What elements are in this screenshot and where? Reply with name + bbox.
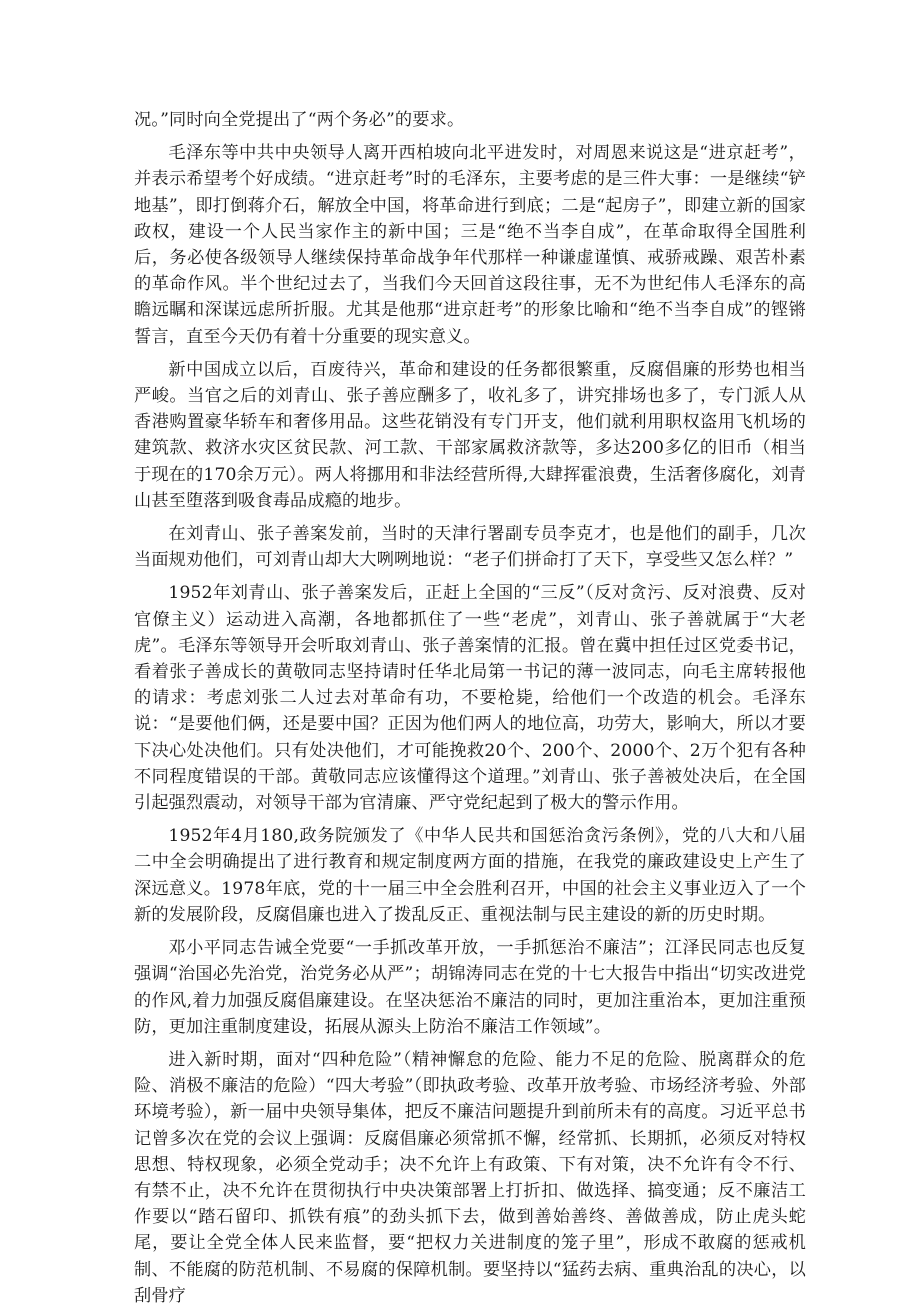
paragraph-jingganka: 毛泽东等中共中央领导人离开西柏坡向北平进发时，对周恩来说这是“进京赶考”，并表示希望考个好成绩。“进京赶考”时的毛泽东，主要考虑的是三件大事：一是继续“铲地基”，即打倒蒋介石，解放全中国，将革命进行到底；二是“起房子”，即建立新的国家政权，建设一个人民当家作主的新中国；三是“绝不当李自成”，在革命取得全国胜利后，务必使各级领导人继续保持革命战争年代那样一种谦虚谨慎、戒骄戒躁、艰苦朴素的革命作风。半个世纪过去了，当我们今天回首这段往事，无不为世纪伟人毛泽东的高瞻远瞩和深谋远虑所折服。尤其是他那“进京赶考”的形象比喻和“绝不当李自成”的铿锵誓言，直至今天仍有着十分重要的现实意义。 bbox=[134, 143, 806, 347]
paragraph-1952-case: 1952年刘青山、张子善案发后，正赶上全国的“三反”（反对贪污、反对浪费、反对官僚主义）运动进入高潮，各地都抓住了一些“老虎”，刘青山、张子善就属于“大老虎”。毛泽东等领导开会听取刘青山、张子善案情的汇报。曾在冀中担任过区党委书记，看着张子善成长的黄敬同志坚持请时任华北局第一书记的薄一波同志，向毛主席转报他的请求：考虑刘张二人过去对革命有功，不要枪毙，给他们一个改造的机会。毛泽东说：“是要他们俩，还是要中国？正因为他们两人的地位高，功劳大，影响大，所以才要下决心处决他们。只有处决他们，才可能挽救20个、200个、2000个、2万个犯有各种不同程度错误的干部。黄敬同志应该懂得这个道理。”刘青山、张子善被处决后，在全国引起强烈震动，对领导干部为官清廉、严守党纪起到了极大的警示作用。 bbox=[134, 583, 806, 814]
paragraph-regulations: 1952年4月180,政务院颁发了《中华人民共和国惩治贪污条例》，党的八大和八届二中全会明确提出了进行教育和规定制度两方面的措施，在我党的廉政建设史上产生了深远意义。1978年底，党的十一届三中全会胜利召开，中国的社会主义事业迈入了一个新的发展阶段，反腐倡廉也进入了拨乱反正、重视法制与民主建设的新的历史时期。 bbox=[134, 826, 806, 925]
paragraph-continuation: 况。”同时向全党提出了“两个务必”的要求。 bbox=[134, 110, 465, 130]
paragraph-new-era: 进入新时期，面对“四种危险”（精神懈怠的危险、能力不足的危险、脱离群众的危险、消极不廉洁的危险）“四大考验”（即执政考验、改革开放考验、市场经济考验、外部环境考验），新一届中央领导集体，把反不廉洁问题提升到前所未有的高度。习近平总书记曾多次在党的会议上强调：反腐倡廉必须常抓不懈，经常抓、长期抓，必须反对特权思想、特权现象，必须全党动手；决不允许上有政策、下有对策，决不允许有令不行、有禁不止，决不允许在贯彻执行中央决策部署上打折扣、做选择、搞变通；反不廉洁工作要以“踏石留印、抓铁有痕”的劲头抓下去，做到善始善终、善做善成，防止虎头蛇尾，要让全党全体人民来监督，要“把权力关进制度的笼子里”，形成不敢腐的惩戒机制、不能腐的防范机制、不易腐的保障机制。要坚持以“猛药去病、重典治乱的决心，以刮骨疗 bbox=[134, 1049, 806, 1306]
paragraph-li-kecai: 在刘青山、张子善案发前，当时的天津行署副专员李克才，也是他们的副手，几次当面规劝他们，可刘青山却大大咧咧地说：“老子们拼命打了天下，享受些又怎么样？” bbox=[134, 524, 806, 571]
paragraph-new-china: 新中国成立以后，百废待兴，革命和建设的任务都很繁重，反腐倡廉的形势也相当严峻。当官之后的刘青山、张子善应酬多了，收礼多了，讲究排场也多了，专门派人从香港购置豪华轿车和奢侈用品。这些花销没有专门开支，他们就利用职权盗用飞机场的建筑款、救济水灾区贫民款、河工款、干部家属救济款等，多达200多亿的旧币（相当于现在的170余万元）。两人将挪用和非法经营所得,大肆挥霍浪费，生活奢侈腐化，刘青山甚至堕落到吸食毒品成瘾的地步。 bbox=[134, 359, 806, 511]
document-body bbox=[134, 107, 806, 1316]
paragraph-leaders-quotes: 邓小平同志告诫全党要“一手抓改革开放，一手抓惩治不廉洁”；江泽民同志也反复强调“治国必先治党，治党务必从严”；胡锦涛同志在党的十七大报告中指出“切实改进党的作风,着力加强反腐倡廉建设。在坚决惩治不廉洁的同时，更加注重治本，更加注重预防，更加注重制度建设，拓展从源头上防治不廉洁工作领域”。 bbox=[134, 938, 806, 1037]
